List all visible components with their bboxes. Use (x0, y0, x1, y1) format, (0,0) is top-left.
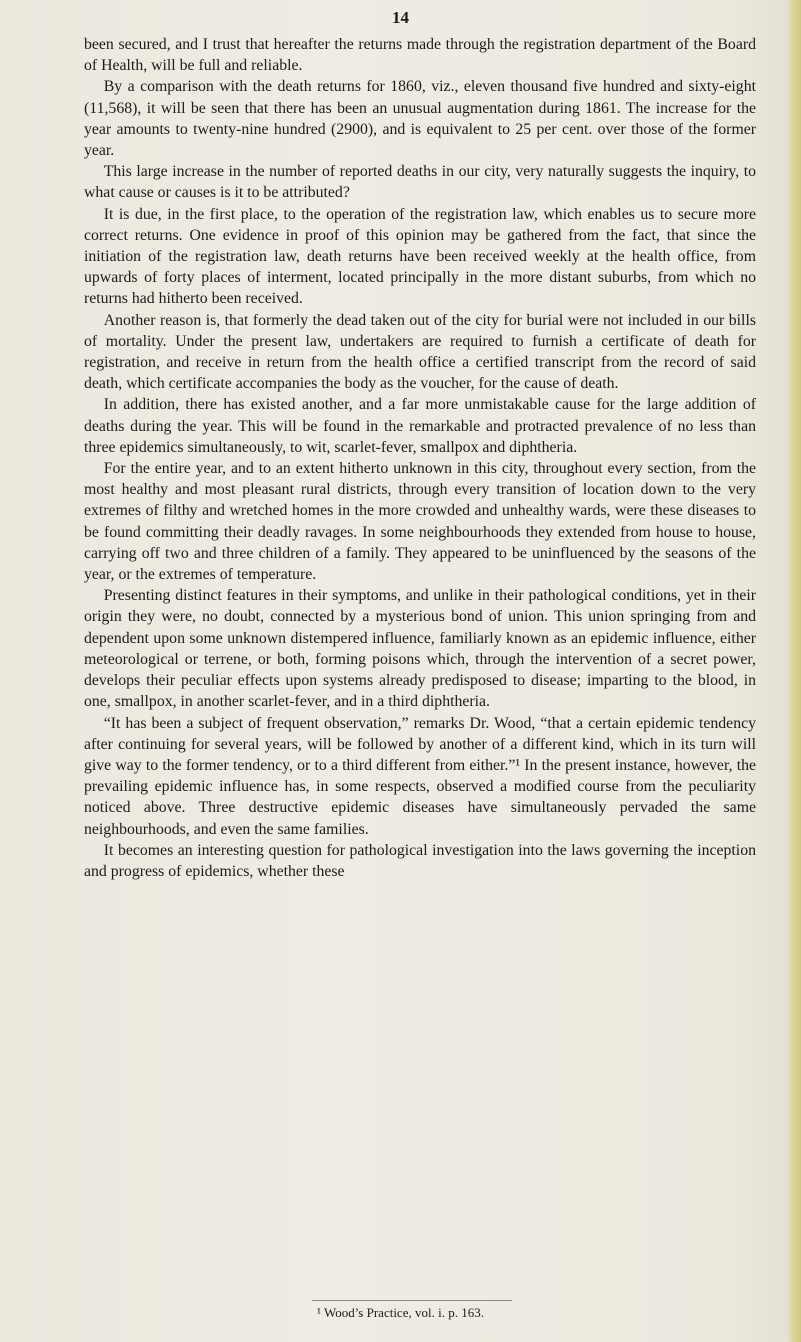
paragraph: It is due, in the first place, to the operation of the registration law, which enables us to secure more correct returns. One evidence in proof of this opinion may be gathered from the fact, that since the initiation of the registration law, death returns have been received weekly at the health office, from upwards of forty places of interment, located principally in the more distant suburbs, from which no returns had hitherto been received. (84, 205, 756, 308)
page-number: 14 (392, 8, 409, 27)
paragraph: In addition, there has existed another, and a far more unmistakable cause for the large addition of deaths during the year. This will be found in the remarkable and protracted prevalence of no less than three epidemics simultaneously, to wit, scarlet-fever, smallpox and diphtheria. (84, 396, 756, 456)
paragraph: It becomes an interesting question for pathological investigation into the laws governing the inception and progress of epidemics, whether these (84, 841, 756, 880)
paragraph: This large increase in the number of reported deaths in our city, very naturally suggests the inquiry, to what cause or causes is it to be attributed? (84, 163, 756, 202)
paragraph: By a comparison with the death returns for 1860, viz., eleven thousand five hundred and sixty-eight (11,568), it will be seen that there has been an unusual augmentation during 1861. The increase for the year amounts to twenty-nine hundred (2900), and is equivalent to 25 per cent. over those of the former year. (84, 78, 756, 160)
page-edge (787, 0, 801, 1342)
footnote-rule (312, 1300, 512, 1301)
footnote: ¹ Wood’s Practice, vol. i. p. 163. (317, 1305, 484, 1320)
body-text (84, 34, 756, 882)
paragraph: Presenting distinct features in their symptoms, and unlike in their pathological conditions, yet in their origin they were, no doubt, connected by a mysterious bond of union. This union springing from and dependent upon some unknown distempered influence, familiarly known as an epidemic influence, either meteorological or terrene, or both, forming poisons which, through the intervention of a secret power, develops their peculiar effects upon systems already predisposed to disease; imparting to the blood, in one, smallpox, in another scarlet-fever, and in a third diphtheria. (84, 587, 756, 711)
paragraph: “It has been a subject of frequent observation,” remarks Dr. Wood, “that a certain epidemic tendency after continuing for several years, will be followed by another of a different kind, which in its turn will give way to the former tendency, or to a third different from either.”¹ In the present instance, however, the prevailing epidemic influence has, in some respects, observed a modified course from the peculiarity noticed above. Three destructive epidemic diseases have simultaneously pervaded the same neighbourhoods, and even the same families. (84, 714, 756, 838)
paragraph: been secured, and I trust that hereafter the returns made through the registration department of the Board of Health, will be full and reliable. (84, 36, 756, 75)
paragraph: For the entire year, and to an extent hitherto unknown in this city, throughout every section, from the most healthy and most pleasant rural districts, through every transition of location down to the very extremes of filthy and wretched homes in the more crowded and unhealthy wards, were these diseases to be found committing their deadly ravages. In some neighbourhoods they extended from house to house, carrying off two and three children of a family. They appeared to be uninfluenced by the seasons of the year, or the extremes of temperature. (84, 460, 756, 584)
paragraph: Another reason is, that formerly the dead taken out of the city for burial were not included in our bills of mortality. Under the present law, undertakers are required to furnish a certificate of death for registration, and receive in return from the health office a certified transcript from the record of said death, which certificate accompanies the body as the voucher, for the cause of death. (84, 311, 756, 393)
